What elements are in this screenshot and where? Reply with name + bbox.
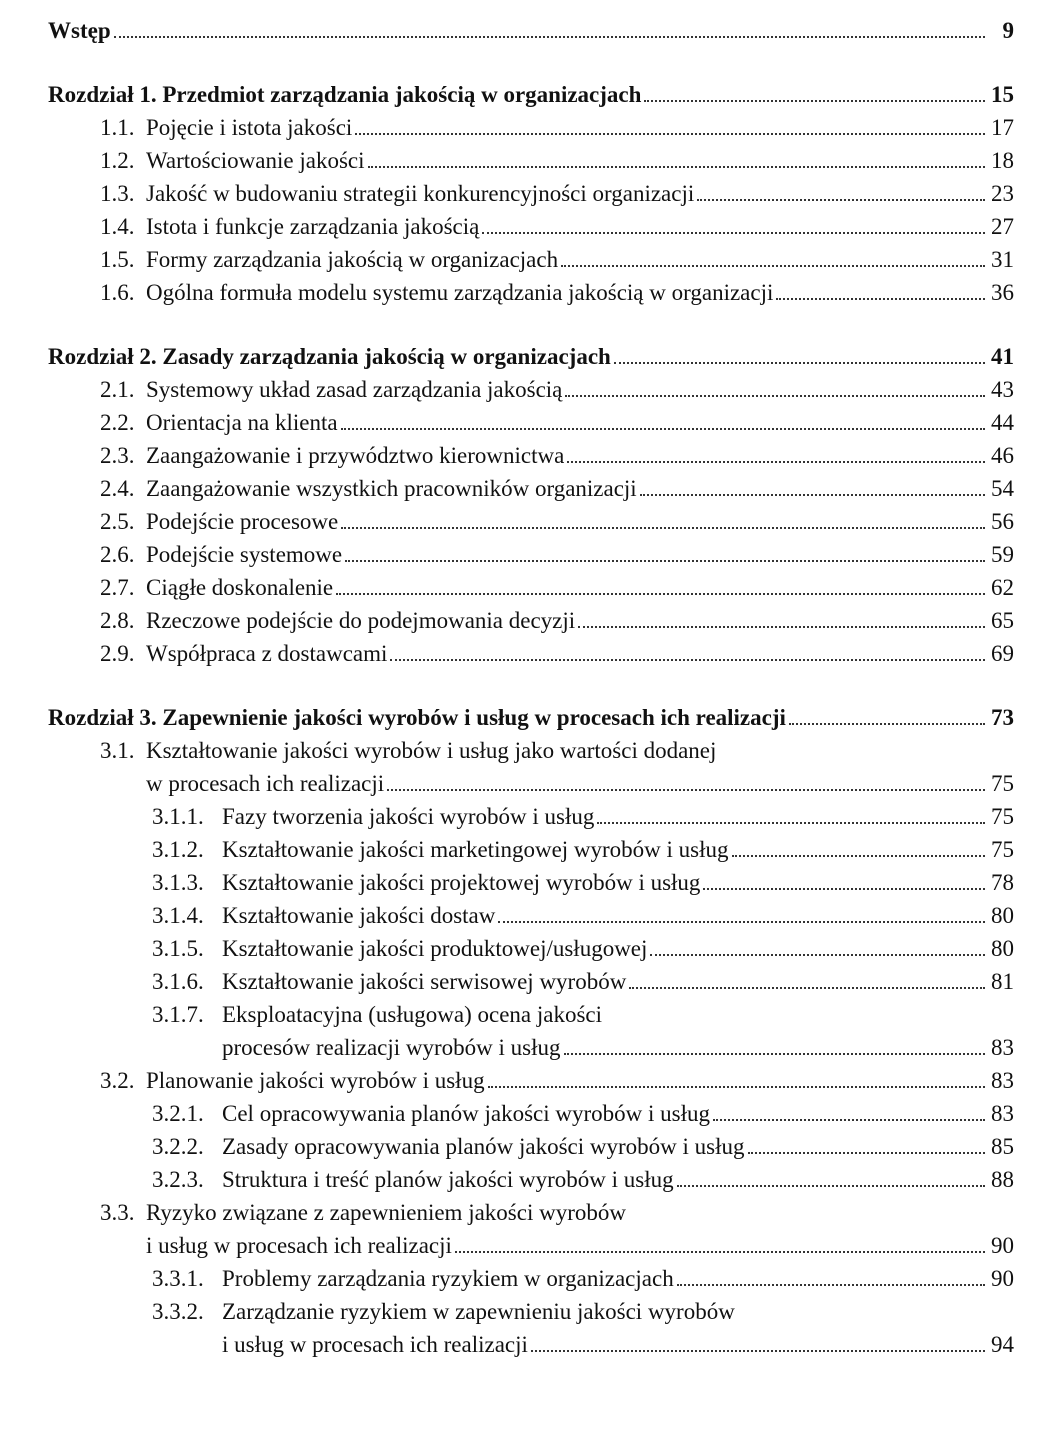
chapter-title: Rozdział 3. Zapewnienie jakości wyrobów i usług w procesach ich realizacji bbox=[48, 705, 786, 730]
dot-leader bbox=[644, 100, 985, 102]
section-title: Ciągłe doskonalenie bbox=[146, 575, 334, 600]
section-title: Kształtowanie jakości wyrobów i usług jako wartości dodanej bbox=[146, 738, 717, 763]
dot-leader bbox=[345, 560, 985, 562]
subsection-number: 3.2.1. bbox=[152, 1101, 204, 1126]
toc-subsection[interactable] bbox=[48, 965, 1014, 998]
toc-section[interactable] bbox=[48, 472, 1014, 505]
page-number: 59 bbox=[991, 542, 1014, 567]
toc-section[interactable] bbox=[48, 604, 1014, 637]
toc-section[interactable] bbox=[48, 406, 1014, 439]
toc-section[interactable] bbox=[48, 111, 1014, 144]
page-number: 46 bbox=[991, 443, 1014, 468]
dot-leader bbox=[564, 1053, 985, 1055]
subsection-title: Kształtowanie jakości serwisowej wyrobów bbox=[222, 969, 627, 994]
dot-leader bbox=[567, 461, 985, 463]
subsection-number: 3.1.4. bbox=[152, 903, 204, 928]
dot-leader bbox=[498, 921, 985, 923]
page-number: 44 bbox=[991, 410, 1014, 435]
page-number: 69 bbox=[991, 641, 1014, 666]
page-number: 18 bbox=[991, 148, 1014, 173]
toc-subsection-continuation[interactable] bbox=[48, 1328, 1014, 1361]
section-number: 2.4. bbox=[100, 476, 135, 501]
page-number: 94 bbox=[991, 1332, 1014, 1357]
toc-subsection[interactable] bbox=[48, 932, 1014, 965]
section-number: 2.3. bbox=[100, 443, 135, 468]
subsection-title: Kształtowanie jakości dostaw bbox=[222, 903, 496, 928]
page-number: 81 bbox=[991, 969, 1014, 994]
page-number: 75 bbox=[991, 771, 1014, 796]
dot-leader bbox=[578, 626, 985, 628]
subsection-title: Fazy tworzenia jakości wyrobów i usług bbox=[222, 804, 595, 829]
dot-leader bbox=[561, 265, 985, 267]
subsection-title: Problemy zarządzania ryzykiem w organizacjach bbox=[222, 1266, 674, 1291]
page-number: 83 bbox=[991, 1101, 1014, 1126]
page-number: 90 bbox=[991, 1266, 1014, 1291]
page-number: 62 bbox=[991, 575, 1014, 600]
section-title: Pojęcie i istota jakości bbox=[146, 115, 353, 140]
dot-leader bbox=[629, 987, 985, 989]
subsection-number: 3.3.2. bbox=[152, 1299, 204, 1324]
section-number: 3.3. bbox=[100, 1200, 135, 1225]
section-title: Współpraca z dostawcami bbox=[146, 641, 388, 666]
subsection-title: Zasady opracowywania planów jakości wyrobów i usług bbox=[222, 1134, 745, 1159]
section-number: 2.1. bbox=[100, 377, 135, 402]
dot-leader bbox=[697, 199, 985, 201]
section-title: Formy zarządzania jakością w organizacjach bbox=[146, 247, 559, 272]
subsection-title-continuation: procesów realizacji wyrobów i usług bbox=[222, 1035, 561, 1060]
toc-subsection[interactable] bbox=[48, 1130, 1014, 1163]
toc-subsection[interactable] bbox=[48, 1097, 1014, 1130]
page-number: 9 bbox=[1002, 18, 1014, 43]
page-number: 65 bbox=[991, 608, 1014, 633]
page-number: 78 bbox=[991, 870, 1014, 895]
toc-section[interactable] bbox=[48, 734, 1014, 767]
dot-leader bbox=[488, 1086, 985, 1088]
dot-leader bbox=[597, 822, 985, 824]
page-number: 27 bbox=[991, 214, 1014, 239]
chapter-title: Rozdział 2. Zasady zarządzania jakością w organizacjach bbox=[48, 344, 611, 369]
subsection-title: Zarządzanie ryzykiem w zapewnieniu jakości wyrobów bbox=[222, 1299, 735, 1324]
subsection-number: 3.1.1. bbox=[152, 804, 204, 829]
page-number: 36 bbox=[991, 280, 1014, 305]
page-number: 41 bbox=[991, 344, 1014, 369]
dot-leader bbox=[650, 954, 985, 956]
section-title: Podejście systemowe bbox=[146, 542, 343, 567]
page-number: 15 bbox=[991, 82, 1014, 107]
section-number: 3.1. bbox=[100, 738, 135, 763]
subsection-title: Cel opracowywania planów jakości wyrobów i usług bbox=[222, 1101, 711, 1126]
toc-section[interactable] bbox=[48, 571, 1014, 604]
dot-leader bbox=[531, 1350, 985, 1352]
section-title-continuation: w procesach ich realizacji bbox=[146, 771, 385, 796]
toc-subsection[interactable] bbox=[48, 1262, 1014, 1295]
section-number: 2.8. bbox=[100, 608, 135, 633]
subsection-number: 3.1.6. bbox=[152, 969, 204, 994]
subsection-title: Eksploatacyjna (usługowa) ocena jakości bbox=[222, 1002, 603, 1027]
dot-leader bbox=[565, 395, 985, 397]
page-number: 43 bbox=[991, 377, 1014, 402]
subsection-title-continuation: i usług w procesach ich realizacji bbox=[222, 1332, 528, 1357]
toc-subsection[interactable] bbox=[48, 998, 1014, 1031]
toc-subsection[interactable] bbox=[48, 800, 1014, 833]
section-title: Rzeczowe podejście do podejmowania decyzji bbox=[146, 608, 576, 633]
dot-leader bbox=[614, 362, 985, 364]
toc-entry-intro[interactable] bbox=[48, 14, 1014, 47]
page-number: 83 bbox=[991, 1035, 1014, 1060]
section-number: 2.2. bbox=[100, 410, 135, 435]
page-number: 80 bbox=[991, 903, 1014, 928]
toc-section[interactable] bbox=[48, 1196, 1014, 1229]
section-number: 1.5. bbox=[100, 247, 135, 272]
section-number: 2.6. bbox=[100, 542, 135, 567]
toc-section[interactable] bbox=[48, 439, 1014, 472]
dot-leader bbox=[703, 888, 985, 890]
page-number: 83 bbox=[991, 1068, 1014, 1093]
dot-leader bbox=[455, 1251, 985, 1253]
dot-leader bbox=[776, 298, 985, 300]
subsection-number: 3.3.1. bbox=[152, 1266, 204, 1291]
section-title: Podejście procesowe bbox=[146, 509, 339, 534]
section-title: Zaangażowanie wszystkich pracowników organizacji bbox=[146, 476, 637, 501]
section-number: 1.2. bbox=[100, 148, 135, 173]
toc-section[interactable] bbox=[48, 538, 1014, 571]
page-number: 80 bbox=[991, 936, 1014, 961]
page-number: 54 bbox=[991, 476, 1014, 501]
toc-section[interactable] bbox=[48, 1064, 1014, 1097]
toc-chapter-2[interactable] bbox=[48, 340, 1014, 373]
dot-leader bbox=[482, 232, 985, 234]
section-number: 1.4. bbox=[100, 214, 135, 239]
subsection-number: 3.1.3. bbox=[152, 870, 204, 895]
section-number: 2.5. bbox=[100, 509, 135, 534]
subsection-title: Kształtowanie jakości marketingowej wyrobów i usług bbox=[222, 837, 729, 862]
toc-section[interactable] bbox=[48, 144, 1014, 177]
subsection-title: Struktura i treść planów jakości wyrobów i usług bbox=[222, 1167, 674, 1192]
section-number: 1.6. bbox=[100, 280, 135, 305]
entry-title: Wstęp bbox=[48, 18, 111, 43]
section-title: Jakość w budowaniu strategii konkurencyjności organizacji bbox=[146, 181, 695, 206]
section-title: Ogólna formuła modelu systemu zarządzania jakością w organizacji bbox=[146, 280, 774, 305]
page-number: 75 bbox=[991, 804, 1014, 829]
toc-subsection-continuation[interactable] bbox=[48, 1031, 1014, 1064]
toc-subsection[interactable] bbox=[48, 866, 1014, 899]
table-of-contents bbox=[48, 14, 1014, 1361]
toc-section[interactable] bbox=[48, 276, 1014, 309]
toc-section[interactable] bbox=[48, 210, 1014, 243]
dot-leader bbox=[336, 593, 985, 595]
subsection-number: 3.2.2. bbox=[152, 1134, 204, 1159]
section-title: Orientacja na klienta bbox=[146, 410, 338, 435]
subsection-number: 3.1.2. bbox=[152, 837, 204, 862]
toc-chapter-3[interactable] bbox=[48, 701, 1014, 734]
toc-section-continuation[interactable] bbox=[48, 1229, 1014, 1262]
dot-leader bbox=[387, 789, 985, 791]
section-title: Istota i funkcje zarządzania jakością bbox=[146, 214, 480, 239]
subsection-title: Kształtowanie jakości projektowej wyrobów i usług bbox=[222, 870, 701, 895]
dot-leader bbox=[640, 494, 985, 496]
section-number: 1.3. bbox=[100, 181, 135, 206]
page-number: 75 bbox=[991, 837, 1014, 862]
section-title: Zaangażowanie i przywództwo kierownictwa bbox=[146, 443, 565, 468]
dot-leader bbox=[368, 166, 986, 168]
toc-section[interactable] bbox=[48, 637, 1014, 670]
dot-leader bbox=[732, 855, 985, 857]
page-number: 17 bbox=[991, 115, 1014, 140]
toc-subsection[interactable] bbox=[48, 1295, 1014, 1328]
dot-leader bbox=[114, 36, 985, 38]
toc-section[interactable] bbox=[48, 177, 1014, 210]
section-title: Wartościowanie jakości bbox=[146, 148, 365, 173]
dot-leader bbox=[341, 428, 985, 430]
toc-section-continuation[interactable] bbox=[48, 767, 1014, 800]
toc-subsection[interactable] bbox=[48, 833, 1014, 866]
page-number: 90 bbox=[991, 1233, 1014, 1258]
subsection-number: 3.1.5. bbox=[152, 936, 204, 961]
toc-section[interactable] bbox=[48, 505, 1014, 538]
section-title-continuation: i usług w procesach ich realizacji bbox=[146, 1233, 452, 1258]
dot-leader bbox=[341, 527, 985, 529]
page-number: 88 bbox=[991, 1167, 1014, 1192]
chapter-title: Rozdział 1. Przedmiot zarządzania jakością w organizacjach bbox=[48, 82, 642, 107]
page-number: 23 bbox=[991, 181, 1014, 206]
section-number: 2.7. bbox=[100, 575, 135, 600]
dot-leader bbox=[789, 723, 985, 725]
page-number: 31 bbox=[991, 247, 1014, 272]
section-number: 3.2. bbox=[100, 1068, 135, 1093]
toc-subsection[interactable] bbox=[48, 899, 1014, 932]
toc-section[interactable] bbox=[48, 373, 1014, 406]
dot-leader bbox=[677, 1185, 985, 1187]
section-title: Systemowy układ zasad zarządzania jakością bbox=[146, 377, 563, 402]
subsection-number: 3.2.3. bbox=[152, 1167, 204, 1192]
dot-leader bbox=[390, 659, 985, 661]
section-number: 2.9. bbox=[100, 641, 135, 666]
dot-leader bbox=[713, 1119, 985, 1121]
page-number: 56 bbox=[991, 509, 1014, 534]
subsection-number: 3.1.7. bbox=[152, 1002, 204, 1027]
section-title: Planowanie jakości wyrobów i usług bbox=[146, 1068, 485, 1093]
section-title: Ryzyko związane z zapewnieniem jakości wyrobów bbox=[146, 1200, 626, 1225]
subsection-title: Kształtowanie jakości produktowej/usługowej bbox=[222, 936, 648, 961]
toc-section[interactable] bbox=[48, 243, 1014, 276]
dot-leader bbox=[677, 1284, 985, 1286]
dot-leader bbox=[355, 133, 985, 135]
dot-leader bbox=[748, 1152, 986, 1154]
toc-subsection[interactable] bbox=[48, 1163, 1014, 1196]
page-number: 85 bbox=[991, 1134, 1014, 1159]
section-number: 1.1. bbox=[100, 115, 135, 140]
page-number: 73 bbox=[991, 705, 1014, 730]
toc-chapter-1[interactable] bbox=[48, 78, 1014, 111]
